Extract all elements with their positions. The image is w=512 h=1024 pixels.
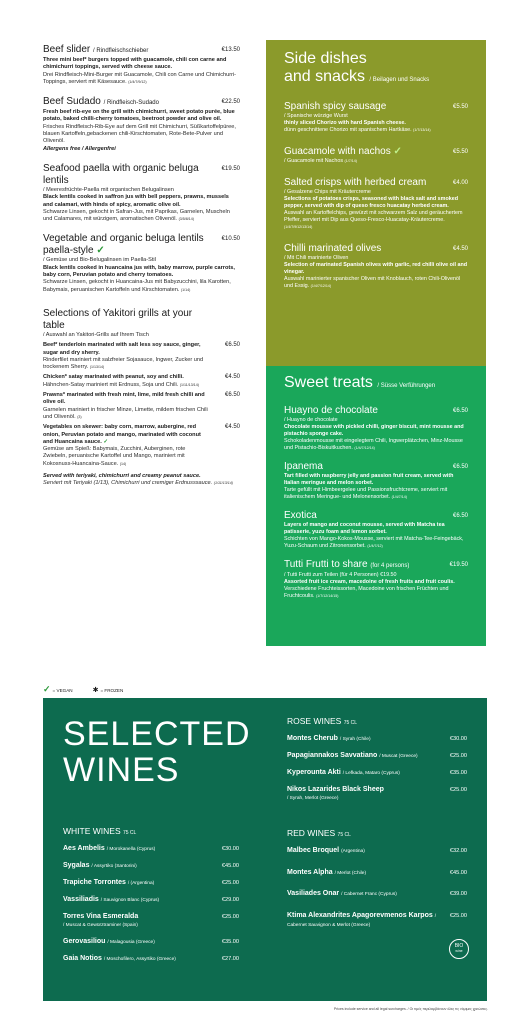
wine-name: Sygalas [63,862,90,869]
item-desc-de: Schwarze Linsen, gekocht in Safran-Jus, mit Paprikas, Garnelen, Muscheln und Calamares, mit würzigem, aromatischen Olivenöl. [43,208,230,223]
item-desc-de: Schwarze Linsen, gekocht in Huancaina-Jus mit Babyzucchini, lila Karotten, Babymais, peruanischen Kartoffeln und Kirschtomaten. [43,279,231,293]
item-price: €5.50 [452,149,468,155]
item-desc-de: dünn geschnittene Chorizo mit spanischem Hartkäse. [284,127,412,133]
wine-name: Gerovasiliou [63,937,106,945]
wine-name: Ktima Alexandrites Apagorevmenos Karpos [287,911,433,919]
item-title-note: (for 4 persons) [370,563,410,569]
wine-price: €25.00 [221,880,239,886]
vegan-icon: ✓ [393,146,402,157]
item-title: Beef slider [43,44,91,55]
sweet-treats-panel [266,366,486,646]
wine-price: €35.00 [449,770,467,776]
item-desc-de: Schokoladenmousse mit eingelegtem Chili, Ingwerplätzchen, Minz-Mousse und Pistachio-Biskuitkuchen. [284,438,463,451]
wine-region: / Muscat (Greece) [379,754,418,759]
sub-desc-de: Hähnchen-Satay mariniert mit Erdnuss, Soja und Chili. [43,381,179,388]
wine-price: €30.00 [449,736,467,742]
wine-row [63,862,239,872]
item-price: €4.00 [452,180,468,186]
item-price: €6.50 [452,513,468,519]
item-title: Vegetable and organic beluga lentils paella-style [43,233,204,257]
menu-item-beef-slider [43,44,240,86]
wine-row [63,913,239,930]
yakitori-vegetables [43,424,240,468]
item-desc-de: Tarte gefüllt mit Himbeergelee und Passionsfruchtcreme, serviert mit italienischem Meringue- und Melonensorbet. [284,487,448,500]
sub-desc-en: Beef* tenderloin marinated with salt less soy sauce, ginger, sugar and dry sherry. [43,342,201,356]
item-desc-de: Schichten von Mango-Kokos-Mousse, serviert mit Matcha-Tee-Feingebäck, Yuzu-Schaum und Zitronensorbet. [284,536,464,549]
bio-badge-line: BIO [454,943,464,949]
section-title [284,50,468,89]
item-desc-en: Three mini beef* burgers topped with guacamole, chili con carne and chimichurri toppings, served with cheese sauce. [43,57,227,71]
legend [43,684,123,695]
legend-vegan-label: = VEGAN [52,688,73,693]
side-dishes-panel [266,40,486,366]
item-title: Exotica [284,510,317,521]
frozen-icon: ✱ [92,686,99,694]
side-item-sausage [284,101,468,134]
sweet-item-huayno [284,405,468,452]
wine-name: Nikos Lazarides Black Sheep [287,786,384,793]
title-line: SELECTED [63,715,251,753]
item-desc-en: Selections of potatoes crisps, seasoned with black salt and smoked pepper, served with dip of queso fresco huacatay herbed cream. [284,196,459,209]
side-item-guacamole [284,146,468,165]
sub-desc-en: Prawns* marinated with fresh mint, lime, mild fresh chilli and olive oil. [43,392,205,406]
wine-row [63,879,239,889]
title-line: Side dishes [284,50,367,67]
sub-desc-de: Gemüse am Spieß: Babymais, Zucchini, Auberginen, rote Zwiebeln, peruanische Kartoffel und Mango, mariniert mit Kokosnuss-Huancaina-Sauce. [43,446,186,467]
item-desc-en: Layers of mango and coconut mousse, served with Matcha tea patisserie, yuzu foam and lemon sorbet. [284,522,445,535]
item-title: Beef Sudado [43,96,101,108]
sub-price: €4.50 [224,374,240,381]
wine-row [287,912,467,931]
item-desc-en: Tart filled with raspberry jelly and passion fruit cream, served with Italian meringue and melon sorbet. [284,473,454,486]
allergen-codes: (1/4/7/12/14) [310,284,332,288]
wine-name: Kyperounta Akti [287,769,341,776]
wines-title [63,716,251,788]
item-price: €19.50 [449,562,468,568]
item-price: €5.50 [452,104,468,110]
wine-volume: 75 CL [122,830,137,836]
menu-item-seafood-paella [43,163,240,223]
item-subtitle: / Rindfleischschieber [93,48,149,54]
allergen-codes: (1/4/7/12) [367,544,383,548]
allergen-codes: (1/11/13/14) [179,382,199,387]
side-item-olives [284,243,468,290]
footer-note: Prices include service and all legal surcharges. / Οι τιμές περιλαμβάνουν όλες τις νόμιμες χρεώσεις. [333,1007,488,1011]
section-subtitle: / Süsse Verführungen [377,383,436,389]
wine-region: / Moschofilero, Assyrtiko (Greece) [103,956,176,962]
allergen-codes: (14) [119,461,127,466]
wine-region: / Morokanella (Cyprus) [106,847,156,852]
wine-price: €45.00 [221,863,239,869]
menu-item-beef-sudado [43,96,240,153]
vegan-icon: ✓ [103,438,109,445]
allergen-codes: (1/7/12/14/15) [316,594,339,598]
item-desc-en: thinly sliced Chorizo with hard Spanish cheese. [284,120,406,126]
item-desc-en: Assorted fruit ice cream, macedoine of fresh fruits and fruit coulis. [284,579,455,585]
item-price: €19.50 [221,165,240,172]
wine-row [63,896,239,906]
wine-price: €25.00 [449,753,467,759]
legend-frozen [93,686,124,694]
yakitori-chicken [43,374,240,389]
item-price: €6.50 [452,464,468,470]
wine-region: / (Argentina) [127,881,155,886]
sub-desc-de: Garnelen mariniert in frischer Minze, Limette, mildem frischen Chili und Olivenöl. [43,406,208,420]
wine-row [63,938,239,948]
item-title: Spanish spicy sausage [284,101,387,112]
allergen-codes: (1/4/7/9/12) [128,79,147,84]
wine-row [287,890,467,900]
wines-panel [43,698,487,1001]
wine-volume: 75 CL [337,832,351,838]
allergen-codes: (1/7/14) [344,159,357,163]
wine-price: €29.00 [221,897,239,903]
side-item-crisps [284,177,468,231]
allergen-codes: (1/4/7/14) [391,495,407,499]
vegan-icon: ✓ [96,245,105,257]
item-price: €10.50 [221,236,240,243]
allergen-codes: (3/5/8/14) [178,217,194,222]
sweet-item-exotica [284,510,468,550]
sub-desc-en: Chicken* satay marinated with peanut, soy and chilli. [43,374,184,381]
bio-wine-badge [449,939,469,959]
bio-badge-line: wine [455,949,463,953]
item-subtitle: / Gesalzene Chips mit Kräutercreme [284,189,371,195]
sub-price: €6.50 [224,342,240,349]
title-line: and snacks [284,68,365,85]
wine-name: Montes Cherub [287,735,338,742]
sub-price: €4.50 [224,424,240,431]
wine-name: Trapiche Torrontes [63,879,126,886]
wine-price: €45.00 [449,869,467,876]
allergen-note: Allergens free / Allergenfrei [43,145,116,152]
item-subtitle: / Gemüse und Bio-Belugalinsen im Paella-Stil [43,257,156,264]
item-subtitle: / Spanische würzige Wurst [284,113,348,119]
wine-price: €25.00 [449,912,467,919]
item-subtitle: / Huayno de chocolate [284,417,338,423]
red-wines [287,828,467,938]
wine-name: Malbec Broquel [287,847,340,854]
item-desc-en: Black lentils cooked in saffron jus with bell peppers, prawns, mussels and calamari, with hinds of spicy, aromatic olive oil. [43,194,229,208]
item-desc-de: Frisches Rindfleisch-Rib-Eye auf dem Grill mit Chimichurri, Süßkartoffelpüree, blauen Kartoffeln,gebackenen chili-Kirschtomaten, Rote-Bete-Pulver und Olivenöl. [43,123,236,145]
item-title: Salted crisps with herbed cream [284,177,427,188]
item-title: Selections of Yakitori grills at your table [43,307,193,331]
wine-name: Aes Ambelis [63,845,105,852]
sub-desc-en: Vegetables on skewer: baby corn, marrow, aubergine, red onion, Peruvian potato and mango, marinated with coconut and Huancaina sauce. [43,424,201,445]
wine-price: €30.00 [221,846,239,852]
item-subtitle: / Tutti Frutti zum Teilen (für 4 Personen) €19.50 [284,572,397,578]
wine-region: / Syrah, Merlot (Greece) [287,795,339,801]
item-desc-en: Selection of marinated Spanish olives with garlic, red chilli olive oil and vinegar. [284,262,468,275]
wine-price: €27.00 [221,955,239,962]
sub-price: €6.50 [224,392,240,399]
item-subtitle: / Mit Chili marinierte Oliven [284,255,349,261]
allergen-codes: (1/13/14) [89,365,105,370]
wine-price: €35.00 [221,938,239,945]
item-price: €13.50 [221,47,240,53]
item-subtitle: / Guacamole mit Nachos [284,158,344,164]
title-line: Sweet treats [284,374,373,391]
item-desc-en: Chocolate mousse with pickled chilli, ginger biscuit, mint mousse and pistachio sponge cake. [284,424,464,437]
wine-section-title: WHITE WINES [63,826,121,836]
wine-volume: 75 CL [343,720,358,726]
allergen-codes: (1/14) [180,287,191,292]
wine-region: / Merlot (Chile) [334,870,367,876]
wine-row [63,845,239,855]
wine-region: / Muscat & Gewürztraminer (Spain) [63,922,138,928]
sub-desc-de: Rinderfilet mariniert mit salzfreier Sojasauce, Ingwer, Zucker und trockenem Sherry. [43,356,204,371]
item-subtitle: / Auswahl an Yakitori-Grills auf Ihrem Tisch [43,331,149,338]
item-title: Tutti Frutti to share [284,559,368,570]
section-subtitle: / Beilagen und Snacks [369,77,430,83]
item-desc-en: Black lentils cooked in huancaina jus with, baby marrow, purple carrots, baby corn, Peruvian potato and cherry tomatoes. [43,264,235,279]
wine-section-title: ROSE WINES [287,716,342,726]
sweet-item-ipanema [284,461,468,501]
wine-name: Vassiliadis [63,896,99,903]
item-price: €6.50 [452,408,468,414]
item-title: Chilli marinated olives [284,243,382,254]
wine-region: / Assyrtiko (Santorini) [91,864,137,869]
wine-row [63,955,239,965]
wine-region: / Sauvignon Blanc (Cyprus) [100,898,160,903]
wine-name: Montes Alpha [287,868,333,876]
wine-name: Papagiannakos Savvatiano [287,752,378,759]
item-title: Guacamole with nachos [284,146,391,157]
wine-price: €39.00 [449,891,467,897]
note-de: Serviert mit Teriyaki (1/13), Chimichurri und cremiger Erdnusssauce. [43,480,213,487]
item-desc-de: Verschiedene Fruchteissorten, Macedoine von frischen Früchten und Fruchtcoulis. [284,586,449,599]
wine-row [287,869,467,879]
item-title: Ipanema [284,461,323,472]
yakitori-beef [43,342,240,371]
wine-row [287,752,467,762]
item-subtitle: / Meeresfrüchte-Paella mit organischen Belugalinsen [43,186,174,193]
wine-section-title: RED WINES [287,828,336,838]
item-desc-en: Fresh beef rib-eye on the grill with chimichurri, sweet potato purée, blue potato, baked chilli-cherry tomatoes, beetroot powder and olive oil. [43,109,235,123]
wine-price: €25.00 [221,914,239,920]
allergen-codes: (3) [77,414,82,419]
wine-region: / Syrah (Chile) [339,737,371,742]
item-title: Seafood paella with organic beluga lentils [43,162,199,186]
item-price: €4.50 [452,246,468,252]
wine-region: (Argentina) [341,849,365,854]
section-title [284,374,468,395]
item-desc-de: Auswahl marinierter spanischer Oliven mit Knoblauch, roten Chili-Olivenöl und Essig. [284,276,461,289]
wine-region: / Cabernet Sauvignon & Merlot (Greece) [287,913,437,928]
wine-row [287,735,467,745]
wine-name: Vasiliades Onar [287,890,340,897]
wine-region: / Lefkada, Mataro (Cyprus) [342,771,400,776]
sweet-item-tutti-frutti [284,559,468,600]
white-wines [63,826,239,972]
wine-name: Gaia Notios [63,954,102,962]
menu-item-vegetable-paella [43,233,240,293]
legend-vegan [43,684,73,695]
wine-price: €25.00 [449,787,467,793]
note-en: Served with teriyaki, chimichurri and creamy peanut sauce. [43,472,201,479]
wine-row [287,786,467,803]
legend-frozen-label: = FROZEN [100,687,124,693]
item-desc-de: Auswahl an Kartoffelchips, gewürzt mit schwarzem Salz und geräuchertem Pfeffer, serviert mit Dip aus Queso-Fresco-Huacatay-Kräutercreme. [284,210,463,223]
food-menu [43,44,240,498]
item-desc-de: Drei Rindfleisch-Mini-Burger mit Guacamole, Chili con Carne und Chimichurri-Toppings, serviert mit Käsesauce. [43,71,237,85]
yakitori-prawns [43,392,240,421]
title-line: WINES [63,751,180,789]
menu-item-yakitori [43,308,240,488]
wine-price: €32.00 [449,848,467,854]
allergen-codes: (1/4/7/9/12/13/14) [284,225,313,229]
item-subtitle: / Rindfleisch-Sudado [103,100,159,107]
wine-region: / Cabernet Franc (Cyprus) [341,892,397,897]
allergen-codes: (1/4/7/12/14) [354,446,375,450]
wine-row [287,769,467,779]
wine-region: / Malagousia (Greece) [107,939,155,945]
wine-row [287,847,467,857]
item-price: €22.50 [221,99,240,106]
rose-wines [287,716,467,811]
allergen-codes: (1/11/13/14) [213,481,233,486]
vegan-icon: ✓ [43,684,51,694]
item-title: Huayno de chocolate [284,405,378,416]
yakitori-note [43,473,240,488]
wine-name: Torres Vina Esmeralda [63,913,139,920]
allergen-codes: (1/7/13/14) [413,128,431,132]
